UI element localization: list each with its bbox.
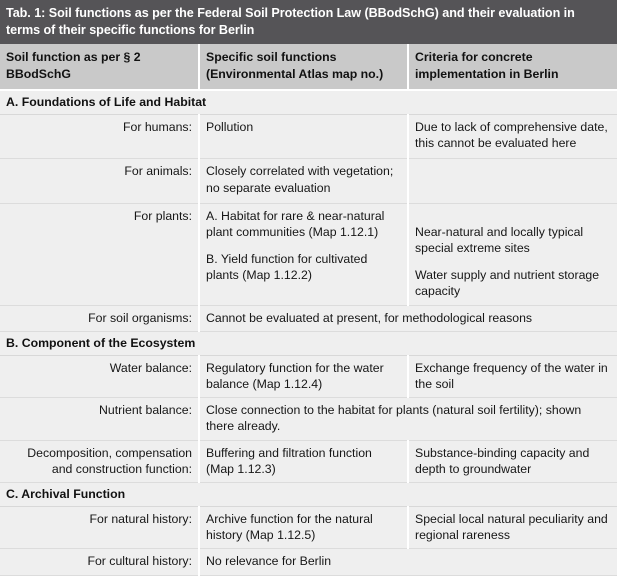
column-header-criteria: Criteria for concrete implementation in Berlin	[408, 44, 617, 90]
row-label-natural-history: For natural history:	[0, 507, 199, 549]
table-row	[0, 507, 617, 549]
paragraph-gap	[415, 256, 611, 267]
row-label-for-soil-organisms: For soil organisms:	[0, 305, 199, 331]
table-row	[0, 398, 617, 440]
section-header-row-c	[0, 483, 617, 507]
row-label-for-humans: For humans:	[0, 115, 199, 159]
table-title: Tab. 1: Soil functions as per the Federal Soil Protection Law (BBodSchG) and their evaluation in terms of their specific functions for Berlin	[0, 0, 617, 44]
row-criteria-for-plants	[408, 203, 617, 305]
row-label-for-plants: For plants:	[0, 203, 199, 305]
section-heading-b: B. Component of the Ecosystem	[0, 331, 617, 355]
section-heading-c: C. Archival Function	[0, 483, 617, 507]
table-row	[0, 203, 617, 305]
table-title-row	[0, 0, 617, 44]
row-specific-nutrient-balance: Close connection to the habitat for plants (natural soil fertility); shown there already.	[199, 398, 617, 440]
table-row	[0, 305, 617, 331]
row-label-nutrient-balance: Nutrient balance:	[0, 398, 199, 440]
criteria-part-b: Water supply and nutrient storage capacity	[415, 268, 600, 299]
row-label-water-balance: Water balance:	[0, 355, 199, 397]
row-label-decomposition: Decomposition, compensation and construction function:	[0, 440, 199, 482]
row-specific-water-balance: Regulatory function for the water balance (Map 1.12.4)	[199, 355, 408, 397]
table-row	[0, 159, 617, 203]
section-heading-a: A. Foundations of Life and Habitat	[0, 90, 617, 115]
row-specific-for-animals: Closely correlated with vegetation; no separate evaluation	[199, 159, 408, 203]
criteria-part-a: Near-natural and locally typical special extreme sites	[415, 224, 584, 256]
row-specific-cultural-history: No relevance for Berlin	[199, 549, 617, 575]
column-header-row	[0, 44, 617, 90]
table-row	[0, 355, 617, 397]
section-header-row-a	[0, 90, 617, 115]
row-specific-for-humans: Pollution	[199, 115, 408, 159]
row-specific-for-soil-organisms: Cannot be evaluated at present, for methodological reasons	[199, 305, 617, 331]
row-criteria-for-humans: Due to lack of comprehensive date, this cannot be evaluated here	[408, 115, 617, 159]
row-criteria-decomposition: Substance-binding capacity and depth to groundwater	[408, 440, 617, 482]
row-specific-decomposition: Buffering and filtration function (Map 1.12.3)	[199, 440, 408, 482]
row-label-cultural-history: For cultural history:	[0, 549, 199, 575]
row-criteria-natural-history: Special local natural peculiarity and regional rareness	[408, 507, 617, 549]
row-criteria-for-animals	[408, 159, 617, 203]
row-specific-natural-history: Archive function for the natural history (Map 1.12.5)	[199, 507, 408, 549]
specific-part-a: A. Habitat for rare & near-natural plant communities (Map 1.12.1)	[206, 208, 385, 240]
column-header-soil-function: Soil function as per § 2 BBodSchG	[0, 44, 199, 90]
column-header-specific-functions: Specific soil functions (Environmental Atlas map no.)	[199, 44, 408, 90]
paragraph-gap	[206, 240, 401, 251]
row-specific-for-plants	[199, 203, 408, 305]
table-row	[0, 549, 617, 575]
table-row	[0, 115, 617, 159]
section-header-row-b	[0, 331, 617, 355]
row-criteria-water-balance: Exchange frequency of the water in the soil	[408, 355, 617, 397]
row-label-for-animals: For animals:	[0, 159, 199, 203]
table-row	[0, 440, 617, 482]
specific-part-b: B. Yield function for cultivated plants (Map 1.12.2)	[206, 252, 368, 283]
criteria-top-gap	[415, 208, 611, 224]
